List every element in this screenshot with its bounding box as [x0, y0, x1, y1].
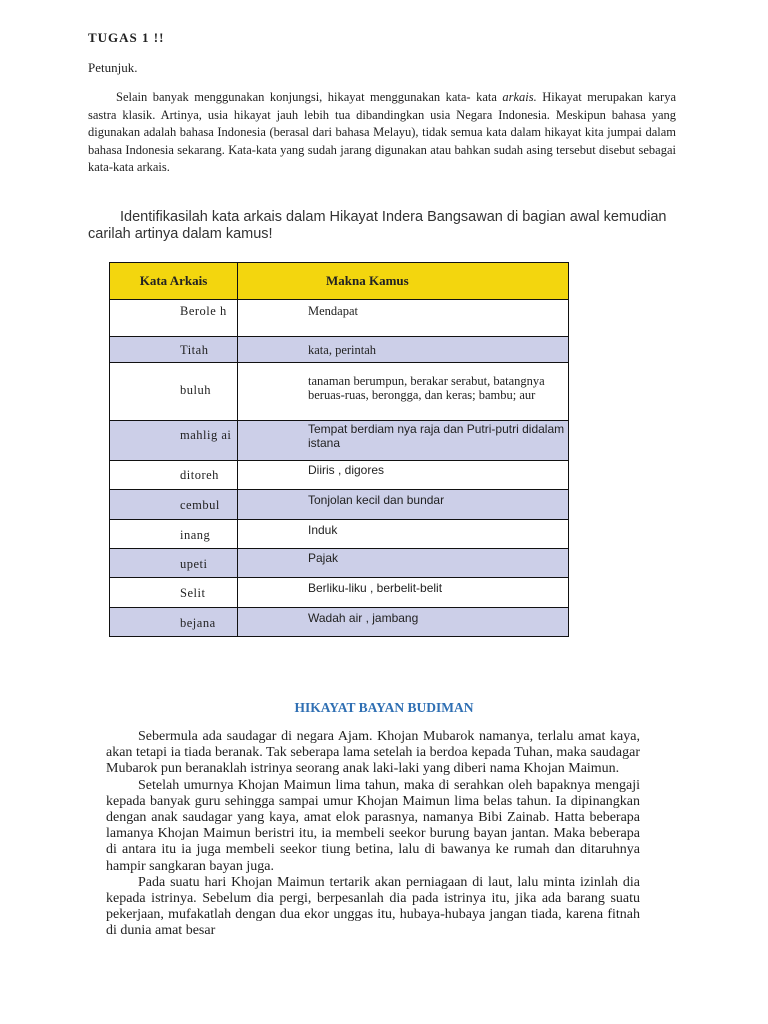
meaning-text: Tempat berdiam nya raja dan Putri-putri didalam istana	[308, 422, 565, 450]
word-cell: mahlig ai	[110, 421, 238, 461]
table-header-row	[110, 263, 569, 300]
table-row	[110, 461, 569, 490]
story-paragraph: Setelah umurnya Khojan Maimun lima tahun, maka di serahkan oleh bapaknya mengaji kepada banyak guru sehingga sampai umur Khojan Maimun lima belas tahun. Ia dipinangkan dengan anak saudagar yang kaya, amat elok parasnya, namanya Bibi Zainab. Hatta beberapa lamanya Khojan Maimun beristri itu, ia membeli seekor burung bayan jantan. Maka beberapa di antara itu ia juga membeli seekor tiung betina, lalu di bawanya ke rumah dan ditaruhnya hampir sangkaran bayan juga.	[106, 777, 640, 874]
task-instruction: Identifikasilah kata arkais dalam Hikayat Indera Bangsawan di bagian awal kemudian carilah artinya dalam kamus!	[88, 209, 667, 242]
assignment-heading: TUGAS 1 !!	[88, 30, 165, 45]
table-row	[110, 337, 569, 363]
meaning-cell	[238, 578, 569, 608]
header-makna-kamus: Makna Kamus	[238, 263, 569, 300]
story-body	[106, 729, 640, 940]
word-cell: upeti	[110, 549, 238, 578]
meaning-cell: tanaman berumpun, berakar serabut, batangnya beruas-ruas, berongga, dan keras; bambu; aur	[238, 363, 569, 421]
word-cell: Titah	[110, 337, 238, 363]
table-row	[110, 421, 569, 461]
table-row	[110, 300, 569, 337]
word-cell: Berole h	[110, 300, 238, 337]
intro-emphasis: arkais.	[502, 90, 537, 104]
intro-text-before: Selain banyak menggunakan konjungsi, hikayat menggunakan kata- kata	[116, 90, 503, 104]
word-cell: cembul	[110, 490, 238, 520]
meaning-text: Diiris , digores	[308, 463, 385, 477]
table-row	[110, 363, 569, 421]
meaning-text: Wadah air , jambang	[308, 611, 419, 625]
meaning-cell: Mendapat	[238, 300, 569, 337]
meaning-cell	[238, 461, 569, 490]
word-cell: inang	[110, 520, 238, 549]
word-cell: buluh	[110, 363, 238, 421]
story-paragraph: Pada suatu hari Khojan Maimun tertarik akan perniagaan di laut, lalu minta izinlah dia kepada istrinya. Sebelum dia pergi, berpesanlah dia pada istrinya itu, jika ada barang suatu pekerjaan, mufakatlah dengan dua ekor unggas itu, hubaya-hubaya jangan tiada, karena fitnah di dunia amat besar	[106, 874, 640, 939]
meaning-cell	[238, 520, 569, 549]
intro-text-after: Hikayat merupakan karya sastra klasik. Artinya, usia hikayat jauh lebih tua dibandingkan usia Negara Indonesia. Meskipun bahasa yang digunakan adalah bahasa Indonesia (berasal dari bahasa Melayu), tidak semua kata dalam hikayat kita jumpai dalam bahasa Indonesia sekarang. Kata-kata yang sudah jarang digunakan atau bahkan sudah asing tersebut disebut sebagai kata-kata arkais.	[88, 90, 676, 175]
word-cell: Selit	[110, 578, 238, 608]
meaning-text: Tonjolan kecil dan bundar	[308, 493, 445, 507]
meaning-cell	[238, 608, 569, 637]
table-row	[110, 608, 569, 637]
word-cell: ditoreh	[110, 461, 238, 490]
instructions-label: Petunjuk.	[88, 60, 138, 75]
meaning-cell	[238, 421, 569, 461]
meaning-text: Pajak	[308, 551, 339, 565]
meaning-cell	[238, 490, 569, 520]
table-row	[110, 490, 569, 520]
word-cell: bejana	[110, 608, 238, 637]
table-row	[110, 520, 569, 549]
meaning-text: Induk	[308, 523, 338, 537]
meaning-cell: kata, perintah	[238, 337, 569, 363]
story-title: HIKAYAT BAYAN BUDIMAN	[294, 700, 474, 715]
archaic-words-table	[109, 262, 569, 637]
header-kata-arkais: Kata Arkais	[110, 263, 238, 300]
meaning-text: Berliku-liku , berbelit-belit	[308, 581, 443, 595]
table-row	[110, 578, 569, 608]
story-paragraph: Sebermula ada saudagar di negara Ajam. Khojan Mubarok namanya, terlalu amat kaya, akan tetapi ia tiada beranak. Tak seberapa lama setelah ia berdoa kepada Tuhan, maka saudagar Mubarok pun beranaklah istrinya seorang anak laki-laki yang diberi nama Khojan Maimun.	[106, 729, 640, 777]
intro-paragraph	[88, 89, 676, 177]
meaning-cell	[238, 549, 569, 578]
table-row	[110, 549, 569, 578]
